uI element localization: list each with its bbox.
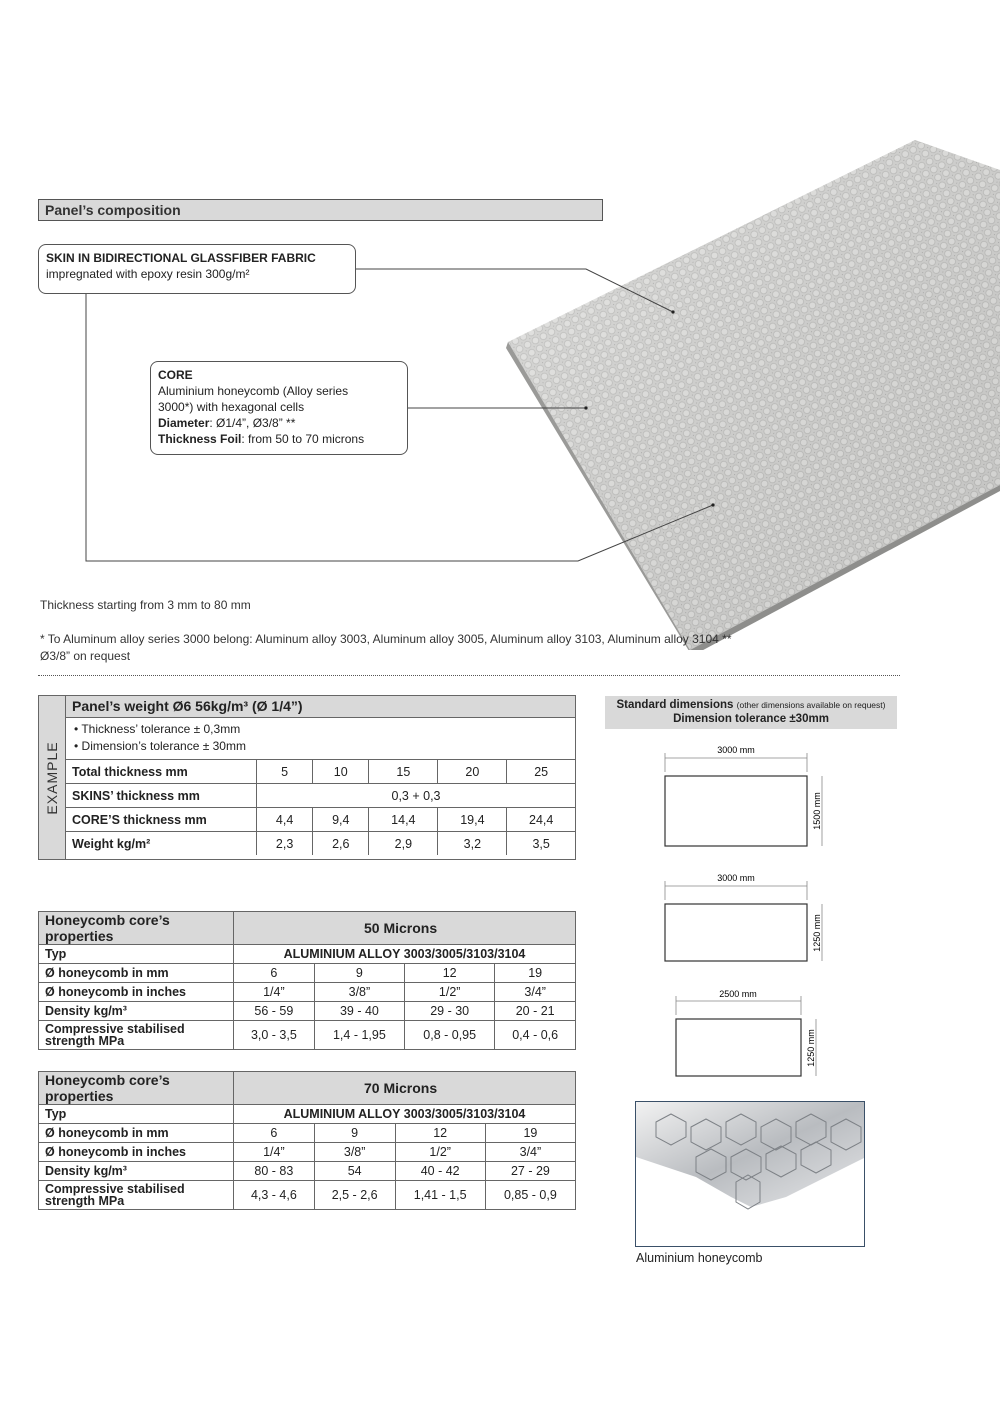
core-callout (150, 361, 408, 455)
table-row (39, 1181, 575, 1210)
table-row (39, 1105, 575, 1124)
cell: 1,41 - 1,5 (395, 1181, 485, 1210)
cell: 4,3 - 4,6 (234, 1181, 315, 1210)
cell: 20 - 21 (495, 1002, 575, 1021)
skin-heading: SKIN IN BIDIRECTIONAL GLASSFIBER FABRIC (46, 251, 316, 265)
dimension-drawing-3 (676, 989, 816, 1076)
dim-3-width: 2500 mm (719, 989, 757, 999)
aluminium-honeycomb-photo (635, 1101, 865, 1247)
bullet-item: • Thickness’ tolerance ± 0,3mm (74, 722, 241, 736)
cell: 14,4 (369, 808, 438, 832)
table-title: Honeycomb core’s properties (39, 1072, 234, 1105)
cell: ALUMINIUM ALLOY 3003/3005/3103/3104 (234, 1105, 576, 1124)
table-row (39, 1124, 575, 1143)
cell: 0,8 - 0,95 (405, 1021, 495, 1050)
cell: 5 (257, 760, 313, 784)
table-row (66, 760, 575, 784)
photo-caption: Aluminium honeycomb (636, 1251, 763, 1265)
cell: 56 - 59 (234, 1002, 315, 1021)
cell: 0,4 - 0,6 (495, 1021, 575, 1050)
dimension-tolerance: Dimension tolerance ±30mm (673, 713, 829, 725)
cell: 19 (485, 1124, 575, 1143)
table-row (39, 1162, 575, 1181)
core-foil-value: : from 50 to 70 microns (241, 432, 365, 446)
row-label: CORE’S thickness mm (66, 808, 257, 832)
dimension-drawing-2 (665, 873, 822, 961)
cell: 10 (313, 760, 369, 784)
skin-callout (38, 244, 356, 294)
honeycomb-50-microns-table (38, 911, 576, 1050)
example-title: Panel’s weight Ø6 56kg/m³ (Ø 1/4”) (66, 696, 575, 718)
cell: 54 (314, 1162, 395, 1181)
row-label: Ø honeycomb in mm (39, 964, 234, 983)
row-label: Compressive stabilised strength MPa (39, 1181, 234, 1210)
table-header-row (39, 1072, 575, 1105)
cell: 6 (234, 964, 315, 983)
cell: 39 - 40 (314, 1002, 404, 1021)
table-row (66, 832, 575, 856)
cell: 0,85 - 0,9 (485, 1181, 575, 1210)
cell: 3/8” (314, 1143, 395, 1162)
row-label: Density kg/m³ (39, 1162, 234, 1181)
cell: 9 (314, 964, 404, 983)
cell: 4,4 (257, 808, 313, 832)
cell: 19 (495, 964, 575, 983)
core-diameter-label: Diameter (158, 416, 210, 430)
cell: 19,4 (438, 808, 507, 832)
cell: 9,4 (313, 808, 369, 832)
cell: 2,3 (257, 832, 313, 856)
cell: 3,5 (507, 832, 575, 856)
row-label: Total thickness mm (66, 760, 257, 784)
table-row (66, 784, 575, 808)
table-row (39, 945, 575, 964)
example-side-label: EXAMPLE (39, 696, 66, 859)
honeycomb-70-microns-table (38, 1071, 576, 1210)
cell: 1/2” (395, 1143, 485, 1162)
thickness-note: Thickness starting from 3 mm to 80 mm (40, 598, 251, 612)
cell: 25 (507, 760, 575, 784)
row-label: Density kg/m³ (39, 1002, 234, 1021)
dim-2-width: 3000 mm (717, 873, 755, 883)
cell: 3,0 - 3,5 (234, 1021, 315, 1050)
cell: 12 (395, 1124, 485, 1143)
skin-text: impregnated with epoxy resin 300g/m² (46, 267, 250, 281)
table-row (39, 1143, 575, 1162)
footnote-line-1: * To Aluminum alloy series 3000 belong: Aluminum alloy 3003, Aluminum alloy 3005, Aluminum alloy 3103, Aluminum alloy 3104 ** (40, 632, 732, 646)
dimension-drawing-1 (665, 745, 822, 846)
dotted-divider (38, 675, 900, 676)
footnote-line-2: Ø3/8” on request (40, 649, 131, 663)
row-label: Ø honeycomb in inches (39, 1143, 234, 1162)
cell: 2,5 - 2,6 (314, 1181, 395, 1210)
cell: 1,4 - 1,95 (314, 1021, 404, 1050)
cell: 40 - 42 (395, 1162, 485, 1181)
row-label: Typ (39, 945, 234, 964)
dim-2-height: 1250 mm (812, 914, 822, 952)
row-label: Typ (39, 1105, 234, 1124)
cell: 80 - 83 (234, 1162, 315, 1181)
table-header-row (39, 912, 575, 945)
example-bullets (66, 718, 575, 760)
cell: 15 (369, 760, 438, 784)
example-panel-weight-table (38, 695, 576, 860)
core-line-1: Aluminium honeycomb (Alloy series (158, 384, 349, 398)
cell: 6 (234, 1124, 315, 1143)
microns-label: 50 Microns (234, 912, 576, 945)
panel-composition-title: Panel’s composition (38, 199, 603, 221)
cell: 2,6 (313, 832, 369, 856)
core-diameter-value: : Ø1/4”, Ø3/8” ** (209, 416, 296, 430)
dim-3-height: 1250 mm (806, 1029, 816, 1067)
example-data-table (66, 760, 575, 855)
standard-dimensions-header (605, 696, 897, 729)
bullet-item: • Dimension’s tolerance ± 30mm (74, 739, 246, 753)
table-row (39, 1002, 575, 1021)
cell: 3/4” (495, 983, 575, 1002)
dimensions-note: (other dimensions available on request) (736, 700, 886, 710)
core-foil-label: Thickness Foil (158, 432, 242, 446)
cell: 1/2” (405, 983, 495, 1002)
row-label: Ø honeycomb in inches (39, 983, 234, 1002)
dim-1-height: 1500 mm (812, 792, 822, 830)
cell: 1/4” (234, 983, 315, 1002)
dim-1-width: 3000 mm (717, 745, 755, 755)
cell: 29 - 30 (405, 1002, 495, 1021)
cell: 2,9 (369, 832, 438, 856)
table-row (39, 983, 575, 1002)
cell: 3/8” (314, 983, 404, 1002)
cell: 24,4 (507, 808, 575, 832)
core-foil (158, 431, 400, 447)
table-row (66, 808, 575, 832)
cell: 3,2 (438, 832, 507, 856)
cell: 20 (438, 760, 507, 784)
cell: 9 (314, 1124, 395, 1143)
cell: 27 - 29 (485, 1162, 575, 1181)
cell: 0,3 + 0,3 (257, 784, 576, 808)
core-diameter (158, 415, 400, 431)
dimensions-title: Standard dimensions (616, 699, 734, 711)
cell: 12 (405, 964, 495, 983)
cell: 1/4” (234, 1143, 315, 1162)
microns-label: 70 Microns (234, 1072, 576, 1105)
cell: ALUMINIUM ALLOY 3003/3005/3103/3104 (234, 945, 576, 964)
cell: 3/4” (485, 1143, 575, 1162)
dimension-drawings (600, 735, 900, 1085)
table-row (39, 964, 575, 983)
row-label: SKINS’ thickness mm (66, 784, 257, 808)
table-row (39, 1021, 575, 1050)
core-line-2: 3000*) with hexagonal cells (158, 400, 305, 414)
core-heading: CORE (158, 368, 193, 382)
table-title: Honeycomb core’s properties (39, 912, 234, 945)
row-label: Weight kg/m² (66, 832, 257, 856)
row-label: Compressive stabilised strength MPa (39, 1021, 234, 1050)
row-label: Ø honeycomb in mm (39, 1124, 234, 1143)
